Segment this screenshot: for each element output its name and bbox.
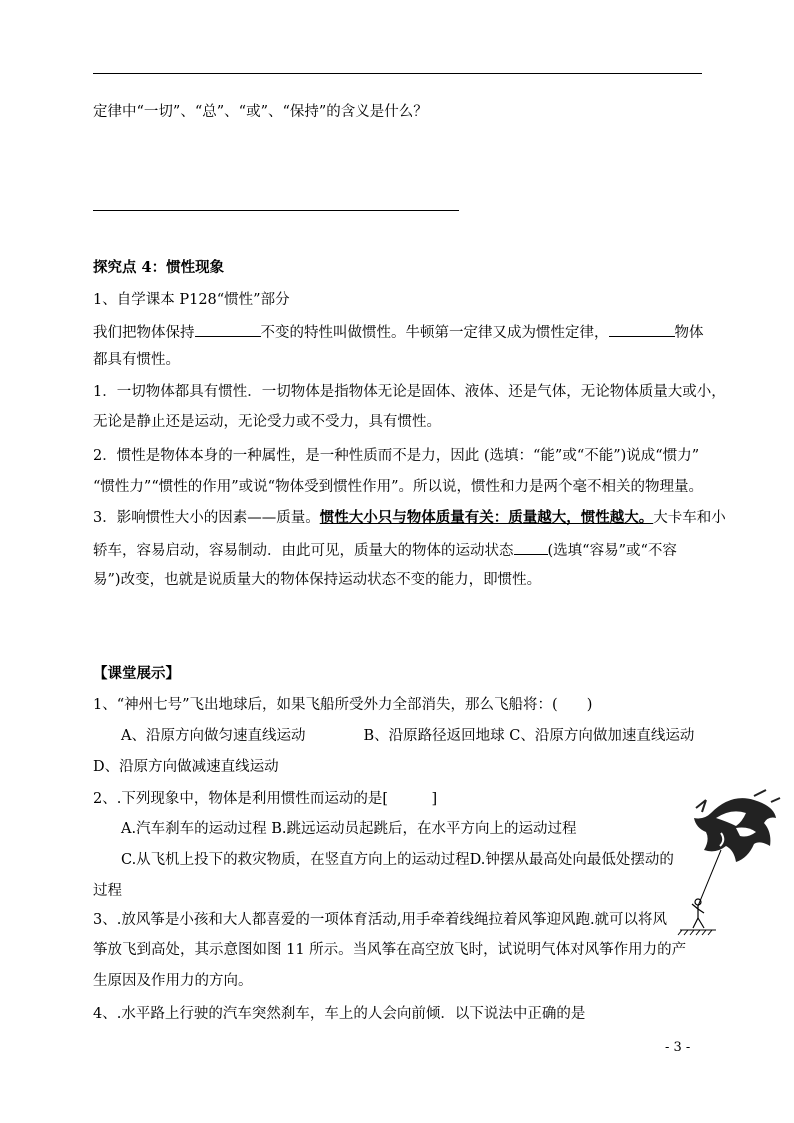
top-divider [93,73,702,74]
definition-part-b: 不变的特性叫做惯性。牛顿第一定律又成为惯性定律， [260,325,609,341]
question-text: 定律中“一切”、“总”、“或”、“保持”的含义是什么？ [93,104,428,120]
section-heading: 探究点 4：惯性现象 [93,259,225,276]
page-number: - 3 - [665,1040,691,1055]
question-3-b: 筝放飞到高处，其示意图如图 11 所示。当风筝在高空放飞时，试说明气体对风筝作用力的产 [93,942,687,958]
point-2-b: “惯性力”“惯性的作用”或说“物体受到惯性作用”。所以说，惯性和力是两个毫不相关的物理量。 [93,479,703,495]
question-1: 1、“神州七号”飞出地球后，如果飞船所受外力全部消失，那么飞船将：( ) [93,697,593,713]
point-1-a: 1．一切物体都具有惯性．一切物体是指物体无论是固体、液体、还是气体，无论物体质量大或小， [93,384,726,400]
definition-line [93,322,704,343]
point-3-c: 易”)改变，也就是说质量大的物体保持运动状态不变的能力，即惯性。 [93,572,542,588]
fill-blank-3[interactable] [514,540,548,555]
question-2-a: A.汽车刹车的运动过程 B.跳远运动员起跳后，在水平方向上的运动过程 [121,821,577,837]
classroom-heading: 【课堂展示】 [93,665,180,682]
point-3-e: (选填“容易”或“不容 [547,543,677,559]
point-3-b [93,540,677,561]
definition-part-a: 我们把物体保持 [93,325,195,341]
fill-blank-2[interactable] [609,322,675,337]
question-2-b: C.从飞机上投下的救灾物质，在竖直方向上的运动过程D.钟摆从最高处向最低处摆动的 [121,852,674,868]
question-3-c: 生原因及作用力的方向。 [93,973,253,989]
question-1-options-a: A、沿原方向做匀速直线运动 B、沿原路径返回地球 C、沿原方向做加速直线运动 [121,728,695,744]
point-3-d: 轿车，容易启动，容易制动．由此可见，质量大的物体的运动状态 [93,543,514,559]
definition-line-2: 都具有惯性。 [93,352,180,368]
fill-blank-1[interactable] [195,322,261,337]
question-4: 4、.水平路上行驶的汽车突然刹车，车上的人会向前倾．以下说法中正确的是 [93,1006,586,1022]
point-3-emphasis: 惯性大小只与物体质量有关：质量越大，惯性越大。 [319,509,654,526]
point-3-tail: 大卡车和小 [653,510,726,526]
person-icon [692,899,704,928]
kite-illustration [676,788,786,948]
question-1-options-b: D、沿原方向做减速直线运动 [93,759,279,775]
kite-icon [694,790,780,862]
point-2-a: 2．惯性是物体本身的一种属性，是一种性质而不是力，因此 (选填：“能”或“不能”)说成“惯力” [93,448,700,464]
question-2-c: 过程 [93,883,122,899]
ground-icon [678,930,716,935]
answer-line [93,210,459,211]
item-1: 1、自学课本 P128“惯性”部分 [93,292,290,308]
point-3-a [93,508,726,528]
definition-part-c: 物体 [674,325,704,341]
question-2: 2、.下列现象中，物体是利用惯性而运动的是[ ] [93,791,438,807]
point-3-text: 3．影响惯性大小的因素——质量。 [93,510,320,526]
point-1-b: 无论是静止还是运动，无论受力或不受力，具有惯性。 [93,414,441,430]
question-3-a: 3、.放风筝是小孩和大人都喜爱的一项体育活动,用手牵着线绳拉着风筝迎风跑.就可以将风 [93,912,668,928]
